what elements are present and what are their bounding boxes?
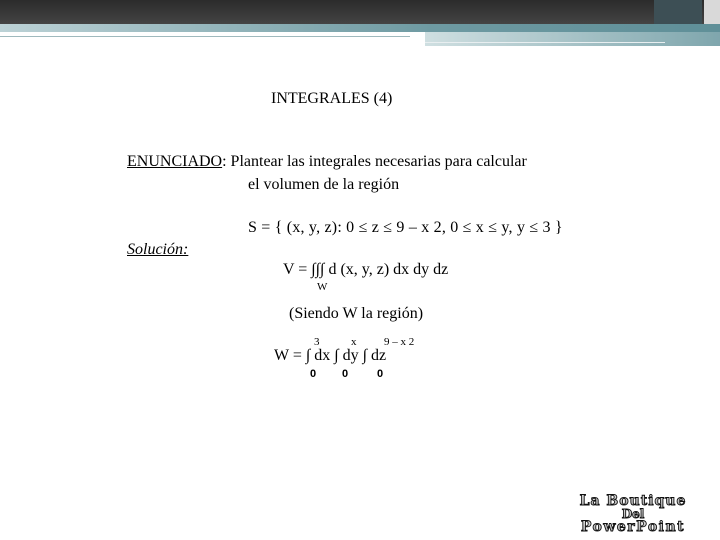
lower-limit-3: 0 xyxy=(377,368,384,380)
teal-strip-step xyxy=(425,32,720,46)
boutique-logo xyxy=(556,490,710,534)
logo-line-1: La Boutique xyxy=(579,493,687,509)
top-bar-accent xyxy=(654,0,702,24)
divider-line xyxy=(0,36,410,37)
solution-label: Solución: xyxy=(127,241,189,258)
volume-formula: V = ∫∫∫ d (x, y, z) dx dy dz xyxy=(283,261,449,278)
upper-limit-3: 9 – x 2 xyxy=(384,336,415,348)
enunciado-line-1 xyxy=(127,153,527,171)
lower-limit-2: 0 xyxy=(342,368,349,380)
divider-line xyxy=(425,42,665,43)
enunciado-line-2: el volumen de la región xyxy=(248,176,400,193)
lower-limit-1: 0 xyxy=(310,368,317,380)
w-integral: W = ∫ dx ∫ dy ∫ dz xyxy=(274,347,387,364)
teal-strip xyxy=(0,24,720,32)
volume-subscript: W xyxy=(317,281,328,293)
enunciado-label: ENUNCIADO xyxy=(127,153,223,170)
enunciado-text: : Plantear las integrales necesarias para calcular xyxy=(222,153,527,170)
logo-line-3: PowerPoint xyxy=(580,519,686,534)
set-definition: S = { (x, y, z): 0 ≤ z ≤ 9 – x 2, 0 ≤ x ≤ y, y ≤ 3 } xyxy=(248,219,563,236)
logo-line-2: Del xyxy=(621,507,645,521)
upper-limit-1: 3 xyxy=(314,336,320,348)
top-bar-corner xyxy=(704,0,720,24)
slide-title: INTEGRALES (4) xyxy=(271,90,393,107)
upper-limit-2: x xyxy=(351,336,357,348)
siendo-note: (Siendo W la región) xyxy=(289,305,424,322)
top-bar xyxy=(0,0,720,24)
